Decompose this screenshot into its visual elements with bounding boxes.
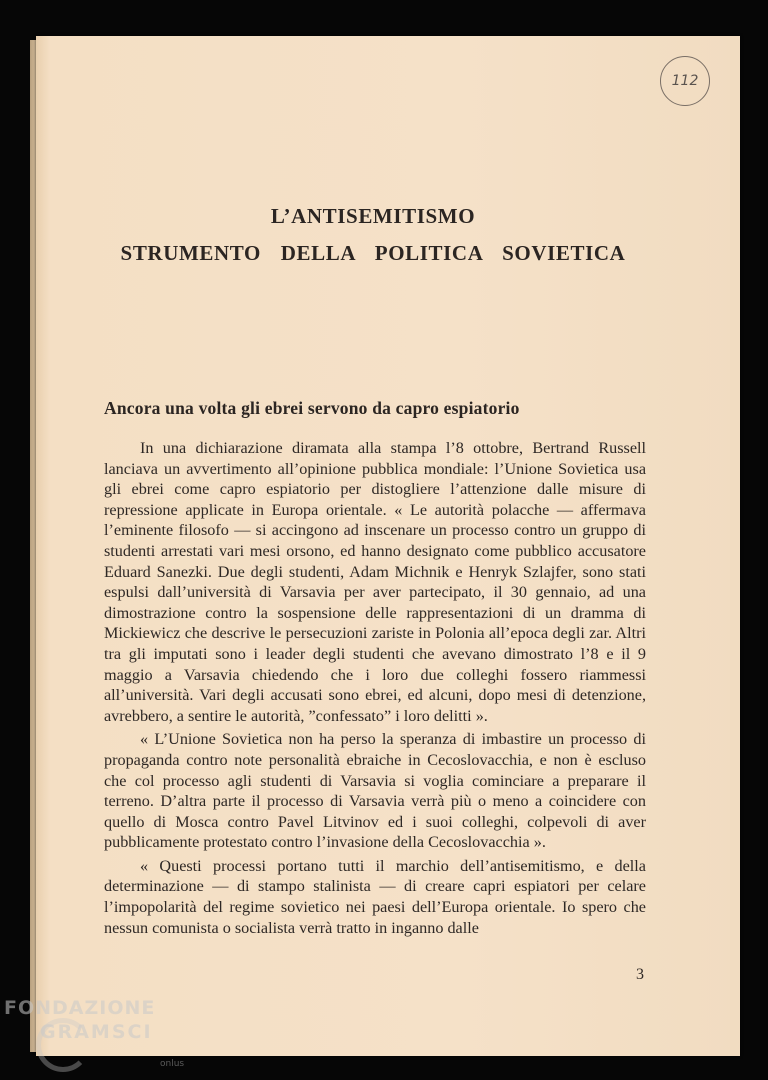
body-text [104, 438, 646, 941]
archive-number-text: 112 [671, 73, 699, 89]
paragraph: In una dichiarazione diramata alla stampa l’8 ottobre, Bertrand Russell lanciava un avvertimento all’opinione pubblica mondiale: l’Unione Sovietica usa gli ebrei come capro espiatorio per distogliere l’attenzione dalle misure di repressione applicate in Europa orientale. « Le autorità polacche — affermava l’eminente filosofo — si accingono ad inscenare un processo contro un gruppo di studenti arrestati vari mesi orsono, ed hanno designato come pubblico accusatore Eduard Sanezki. Due degli studenti, Adam Michnik e Henryk Szlajfer, sono stati espulsi dall’università di Varsavia per aver partecipato, il 30 gennaio, ad una dimostrazione contro la sospensione delle rappresentazioni di un dramma di Mickiewicz che descrive le persecuzioni zariste in Polonia all’epoca degli zar. Altri tra gli imputati sono i leader degli studenti che avevano dimostrato l’8 e il 9 maggio a Varsavia chiedendo che i loro due colleghi fossero riammessi all’università. Vari degli accusati sono ebrei, ed alcuni, dopo mesi di detenzione, avrebbero, a sentire le autorità, ”confessato” i loro delitti ». [104, 439, 646, 725]
watermark-line1: FONDAZIONE [4, 997, 156, 1019]
paragraph: « L’Unione Sovietica non ha perso la speranza di imbastire un processo di propaganda contro note personalità ebraiche in Cecoslovacchia, e non è escluso che col processo agli studenti di Varsavia si voglia cominciare a preparare il terreno. D’altra parte il processo di Varsavia verrà più o meno a coincidere con quello di Mosca contro Pavel Litvinov ed i suoi colleghi, colpevoli di aver pubblicamente protestato contro l’invasione della Cecoslovacchia ». [104, 730, 646, 852]
watermark-line3: onlus [160, 1059, 185, 1069]
section-heading: Ancora una volta gli ebrei servono da capro espiatorio [104, 398, 520, 418]
document-title-line1: L’ANTISEMITISMO [270, 204, 476, 228]
paragraph: « Questi processi portano tutti il marchio dell’antisemitismo, e della determinazione — di stampo stalinista — di creare capri espiatori per celare l’impopolarità del regime sovietico nei paesi dell’Europa orientale. Io spero che nessun comunista o socialista verrà tratto in inganno dalle [104, 856, 646, 937]
page-number: 3 [636, 966, 644, 983]
document-title-line2: STRUMENTO DELLA POLITICA SOVIETICA [120, 241, 626, 265]
watermark-line2: GRAMSCI [40, 1021, 153, 1043]
archive-number-stamp [660, 56, 710, 106]
watermark [4, 996, 185, 1069]
